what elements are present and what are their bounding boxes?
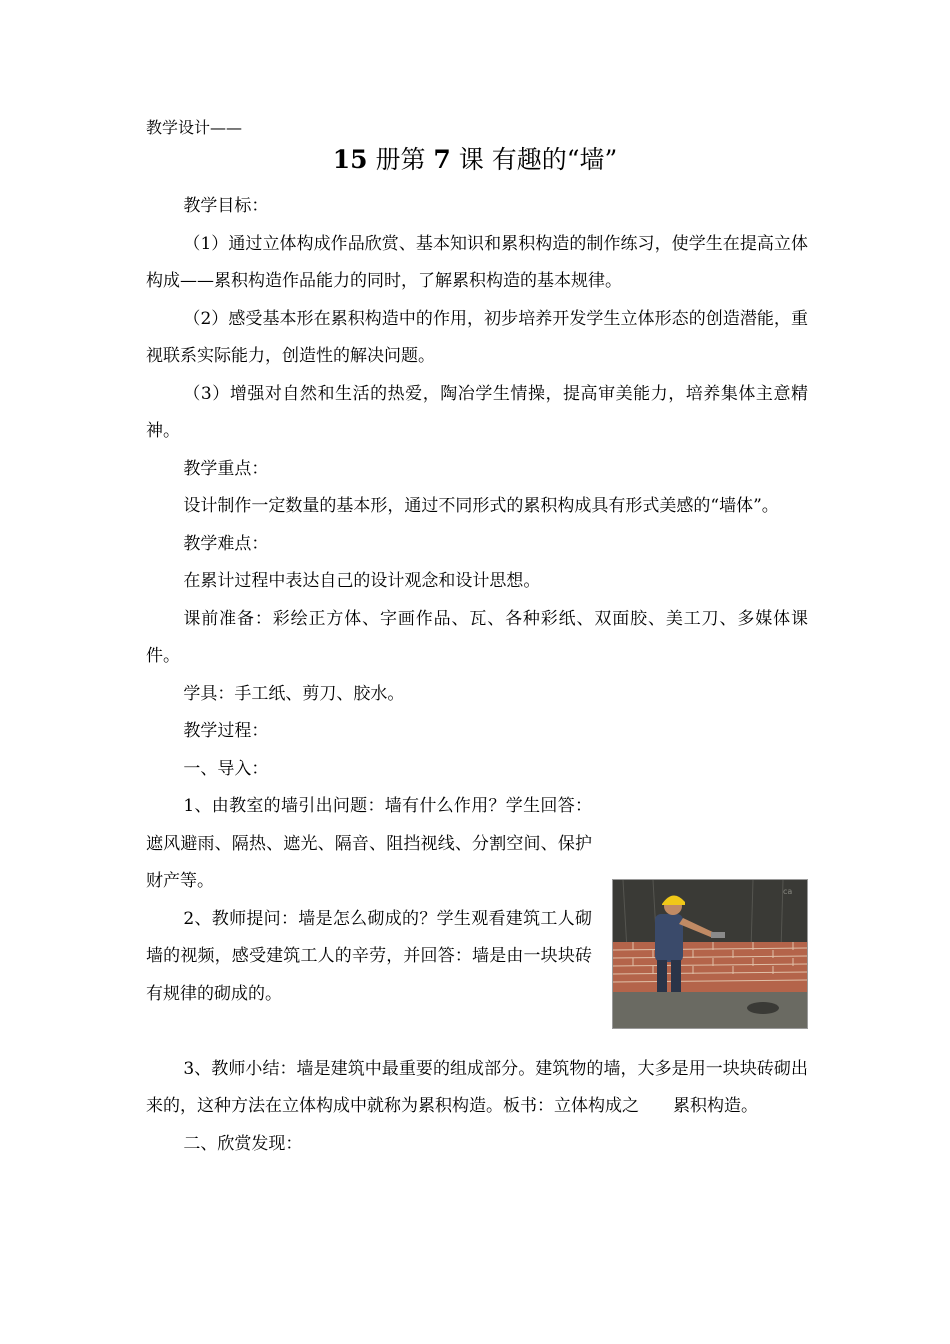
- paragraph: 设计制作一定数量的基本形，通过不同形式的累积构成具有形式美感的“墙体”。: [183, 496, 779, 516]
- bricklayer-illustration: [613, 880, 807, 1028]
- page-title: [0, 144, 950, 176]
- paragraph: 3、教师小结：墙是建筑中最重要的组成部分。建筑物的墙，大多是用一块块砖砌出来的，这种方法在立体构成中就称为累积构造。板书：立体构成之 累积构造。: [146, 1058, 808, 1116]
- paragraph: （1）通过立体构成作品欣赏、基本知识和累积构造的制作练习，使学生在提高立体构成——累积构造作品能力的同时，了解累积构造的基本规律。: [146, 233, 808, 291]
- paragraph: （3）增强对自然和生活的热爱，陶冶学生情操，提高审美能力，培养集体主意精神。: [146, 383, 808, 441]
- paragraph: 教学重点：: [183, 458, 269, 479]
- photo-paragraph-block: [146, 886, 808, 1051]
- paragraph: 教学难点：: [183, 533, 269, 554]
- paragraph: 在累计过程中表达自己的设计观念和设计思想。: [183, 571, 541, 591]
- document-body: [146, 188, 808, 1163]
- title-volume-number: 15: [332, 145, 368, 174]
- paragraph: 教学目标：: [183, 196, 269, 216]
- svg-text:ca: ca: [783, 886, 793, 896]
- title-lesson-number: 7: [433, 145, 451, 174]
- paragraph: 二、欣赏发现：: [183, 1133, 303, 1154]
- paragraph: 学具：手工纸、剪刀、胶水。: [183, 683, 405, 704]
- paragraph: （2）感受基本形在累积构造中的作用，初步培养开发学生立体形态的创造潜能，重视联系实际能力，创造性的解决问题。: [146, 308, 808, 366]
- pre-title: 教学设计——: [146, 118, 243, 137]
- paragraph: 2、教师提问：墙是怎么砌成的？学生观看建筑工人砌墙的视频，感受建筑工人的辛劳，并回答：墙是由一块块砖有规律的砌成的。: [146, 908, 592, 1004]
- bricklayer-photo: [612, 879, 808, 1029]
- paragraph: 一、导入：: [183, 758, 269, 779]
- paragraph: 课前准备：彩绘正方体、字画作品、瓦、各种彩纸、双面胶、美工刀、多媒体课件。: [146, 608, 808, 666]
- paragraph: 教学过程：: [183, 721, 269, 741]
- title-part-2: 课 有趣的“墙”: [450, 145, 618, 174]
- paragraph: 1、由教室的墙引出问题：墙有什么作用？学生回答：遮风避雨、隔热、遮光、隔音、阻挡视线、分割空间、保护财产等。: [146, 796, 592, 891]
- title-part-1: 册第: [367, 145, 434, 174]
